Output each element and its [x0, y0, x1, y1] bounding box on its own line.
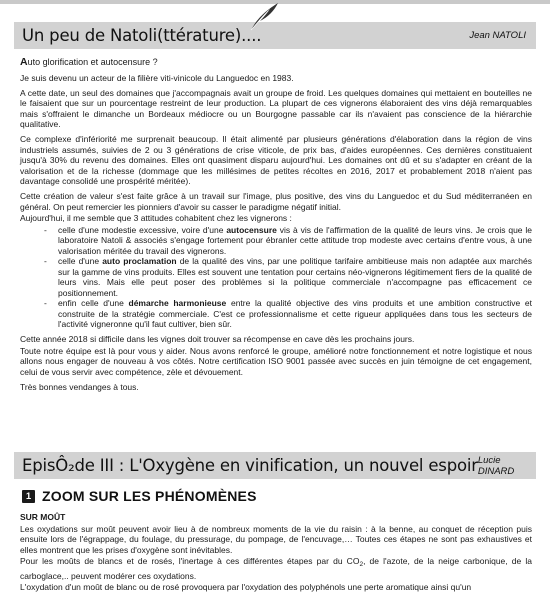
paragraph: Je suis devenu un acteur de la filière viti-vinicole du Languedoc en 1983.	[20, 72, 294, 83]
list-item: - celle d'une modestie excessive, voire d'une autocensure vis à vis de l'affirmation de la qualité de leurs vins. Je crois que le laboratoire Natoli & associés s'engage fortement pour ébranler cette attitude trop modeste avec certains d'entre vous, à une valorisation méritée du travail des vignerons.	[58, 225, 532, 257]
article-title: Un peu de Natoli(ttérature)....	[22, 26, 262, 45]
list-item: - celle d'une auto proclamation de la qualité des vins, par une politique tarifaire ambitieuse mais non adaptée aux marchés sur la gamme de vins produits. Elles est souvent une tentation pour certains néo-vignerons légitimement fiers de la qualité de leurs vins. Mais elle peut poser des problèmes si la politique commerciale n'accompagne pas efficacement ce positionnement.	[58, 256, 532, 298]
section-title: ZOOM SUR LES PHÉNOMÈNES	[42, 488, 257, 505]
quill-feather-icon	[248, 1, 280, 31]
article-title: EpisÔ₂de III : L'Oxygène en vinification, un nouvel espoir	[22, 456, 478, 475]
article-banner-oxygene	[14, 452, 536, 479]
black-square-number-icon: 1	[22, 490, 35, 503]
article-body-oxygene	[20, 490, 532, 597]
list-item: - enfin celle d'une démarche harmonieuse entre la qualité objective des vins produits et une ambition constructive et construite de la stratégie commerciale. C'est ce professionnalisme et cette rigueur appliquées dans tous les secteurs de l'activité vigneronne qu'il faut cultiver, bien sûr.	[58, 298, 532, 330]
article-body-natoli	[20, 57, 532, 397]
paragraph: Cette année 2018 si difficile dans les vignes doit trouver sa récompense en cave dès les prochains jours.	[20, 334, 415, 344]
paragraph: Ce complexe d'infériorité me surprenait beaucoup. Il était alimenté par plusieurs générations d'élaboration dans la région de vins industriels assumés, suivies de 2 ou 3 générations de crise viticole, de prix bas, d'aides européennes. Ces dernières constituaient jusqu'à 30% du revenu des domaines. Elles ont quasiment disparu aujourd'hui. Les domaines ont dû et su s'adapter en créant de la valorisation et de la richesse (dommage que les millésimes de petites récoltes en 2016, 2017 et probablement 2018 n'aient pas davantage consolidé une prospérité méritée).	[20, 134, 532, 186]
article-author: Jean NATOLI	[469, 30, 526, 41]
paragraph: Les oxydations sur moût peuvent avoir lieu à de nombreux moments de la vie du raisin : à la benne, au conquet de réception puis ensuite lors de l'égrappage, du foulage, du pressurage, du pompage, de l'encuvage,… Toutes ces étapes ne sont pas exhaustives et elles montrent que les prises d'oxygène sont inévitables.	[20, 523, 532, 555]
lead-heading	[20, 57, 532, 68]
paragraph: Toute notre équipe est là pour vous y aider. Nous avons renforcé le groupe, amélioré notre fonctionnement et notre logistique et nous allons nous engager de nouveau à vos côtés. Notre certification ISO 9001 passée avec succès en juin témoigne de cet engagement, celui de vous servir avec compétence, zèle et dévouement.	[20, 345, 532, 377]
paragraph: Pour les moûts de blancs et de rosés, l'inertage à ces différentes étapes par du $CO_2$, de l'azote, de la neige carbonique, de la carboglace,.. peuvent modérer ces oxydations.	[20, 556, 532, 581]
paragraph: A cette date, un seul des domaines que j'accompagnais avait un groupe de froid. Les quelques domaines qui mettaient en bouteilles ne le faisaient que sur un pourcentage restreint de leur production. La plupart de ces vignerons élaboraient des vins déjà remarquables mais s'offraient le dimanche un Bordeaux médiocre ou un Bourgogne passable car ils n'avaient pas conscience de la hiérarchie qualitative.	[20, 87, 532, 129]
subheading: SUR MOÛT	[20, 512, 66, 522]
attitudes-list	[20, 225, 532, 330]
paragraph: Aujourd'hui, il me semble que 3 attitudes cohabitent chez les vignerons :	[20, 213, 292, 223]
paragraph: L'oxydation d'un moût de blanc ou de rosé provoquera par l'oxydation des polyphénols une perte aromatique ainsi qu'un	[20, 582, 472, 592]
lead-rest: uto glorification et autocensure ?	[27, 57, 158, 67]
lead-initial: A	[20, 56, 28, 68]
section-heading	[22, 490, 532, 503]
article-author: Lucie DINARD	[477, 454, 515, 477]
paragraph: Très bonnes vendanges à tous.	[20, 381, 139, 392]
paragraph: Cette création de valeur s'est faite grâce à un travail sur l'image, plus positive, des vins du Languedoc et du Sud méditerranéen en général. On peut remercier les pionniers d'avoir su casser le paradigme négatif initial.	[20, 191, 532, 212]
